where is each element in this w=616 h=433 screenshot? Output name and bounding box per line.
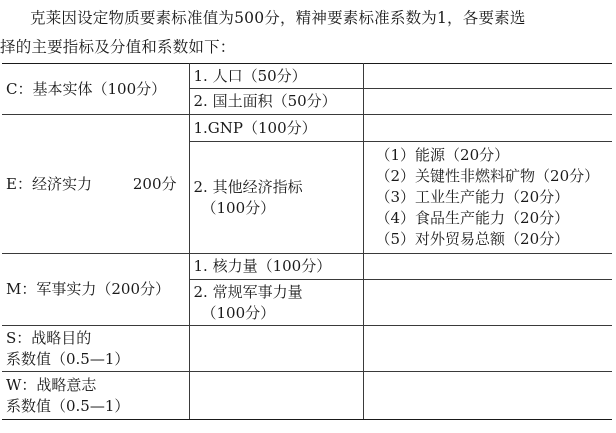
factor-s-coefficient: 系数值（0.5—1）: [6, 349, 130, 368]
indicator-other-economic: 2. 其他经济指标: [193, 177, 303, 196]
factor-s-cell: [2, 326, 189, 372]
indicator-cell: [189, 89, 363, 115]
indicator-conventional-score: （100分）: [201, 303, 276, 322]
factor-s-label: S：战略目的: [6, 328, 92, 347]
sub-indicator-cell: [363, 115, 612, 142]
factor-e-label: E：经济实力: [6, 174, 92, 193]
factor-w-coefficient: 系数值（0.5—1）: [6, 396, 130, 415]
indicator-cell: [189, 64, 363, 89]
indicator-conventional: 2. 常规军事力量: [193, 282, 303, 301]
intro-line-1: 克莱因设定物质要素标准值为500分，精神要素标准系数为1，各要素选: [30, 9, 526, 27]
factor-m-label: M：军事实力（200分）: [6, 280, 170, 298]
indicator-cell: [189, 142, 363, 254]
table-row: [2, 326, 612, 372]
sub-indicator-list: [363, 142, 612, 254]
sub-indicator-energy: （1）能源（20分）: [375, 146, 510, 164]
sub-indicator-cell: [363, 64, 612, 89]
sub-indicator-cell: [363, 280, 612, 326]
indicator-cell: [189, 326, 363, 372]
table-row: [2, 254, 612, 280]
indicator-population: 1. 人口（50分）: [193, 66, 307, 85]
factor-e-score: 200分: [132, 174, 177, 193]
factor-w-label: W：战略意志: [6, 375, 97, 394]
indicator-cell: [189, 115, 363, 142]
sub-indicator-cell: [363, 89, 612, 115]
indicator-territory: 2. 国土面积（50分）: [193, 92, 337, 110]
intro-line-2: 择的主要指标及分值和系数如下：: [0, 38, 236, 56]
factor-e-cell: [2, 115, 189, 254]
table-row: [2, 372, 612, 420]
sub-indicator-industry: （3）工业生产能力（20分）: [375, 188, 570, 206]
kline-formula-table: [2, 63, 612, 420]
factor-w-cell: [2, 372, 189, 420]
factor-m-cell: [2, 254, 189, 326]
sub-indicator-trade: （5）对外贸易总额（20分）: [375, 230, 570, 248]
sub-indicator-minerals: （2）关键性非燃料矿物（20分）: [375, 167, 600, 185]
indicator-other-economic-score: （100分）: [201, 198, 276, 217]
indicator-nuclear: 1. 核力量（100分）: [193, 257, 332, 275]
factor-c-cell: [2, 64, 189, 115]
indicator-cell: [189, 372, 363, 420]
sub-indicator-food: （4）食品生产能力（20分）: [375, 209, 570, 227]
indicator-gnp: 1.GNP（100分）: [193, 118, 317, 137]
sub-indicator-cell: [363, 372, 612, 420]
table-row: [2, 115, 612, 142]
sub-indicator-cell: [363, 326, 612, 372]
indicator-cell: [189, 280, 363, 326]
indicator-cell: [189, 254, 363, 280]
intro-paragraph: [0, 4, 612, 62]
table-row: [2, 64, 612, 89]
sub-indicator-cell: [363, 254, 612, 280]
factor-c-label: C：基本实体（100分）: [6, 79, 167, 98]
